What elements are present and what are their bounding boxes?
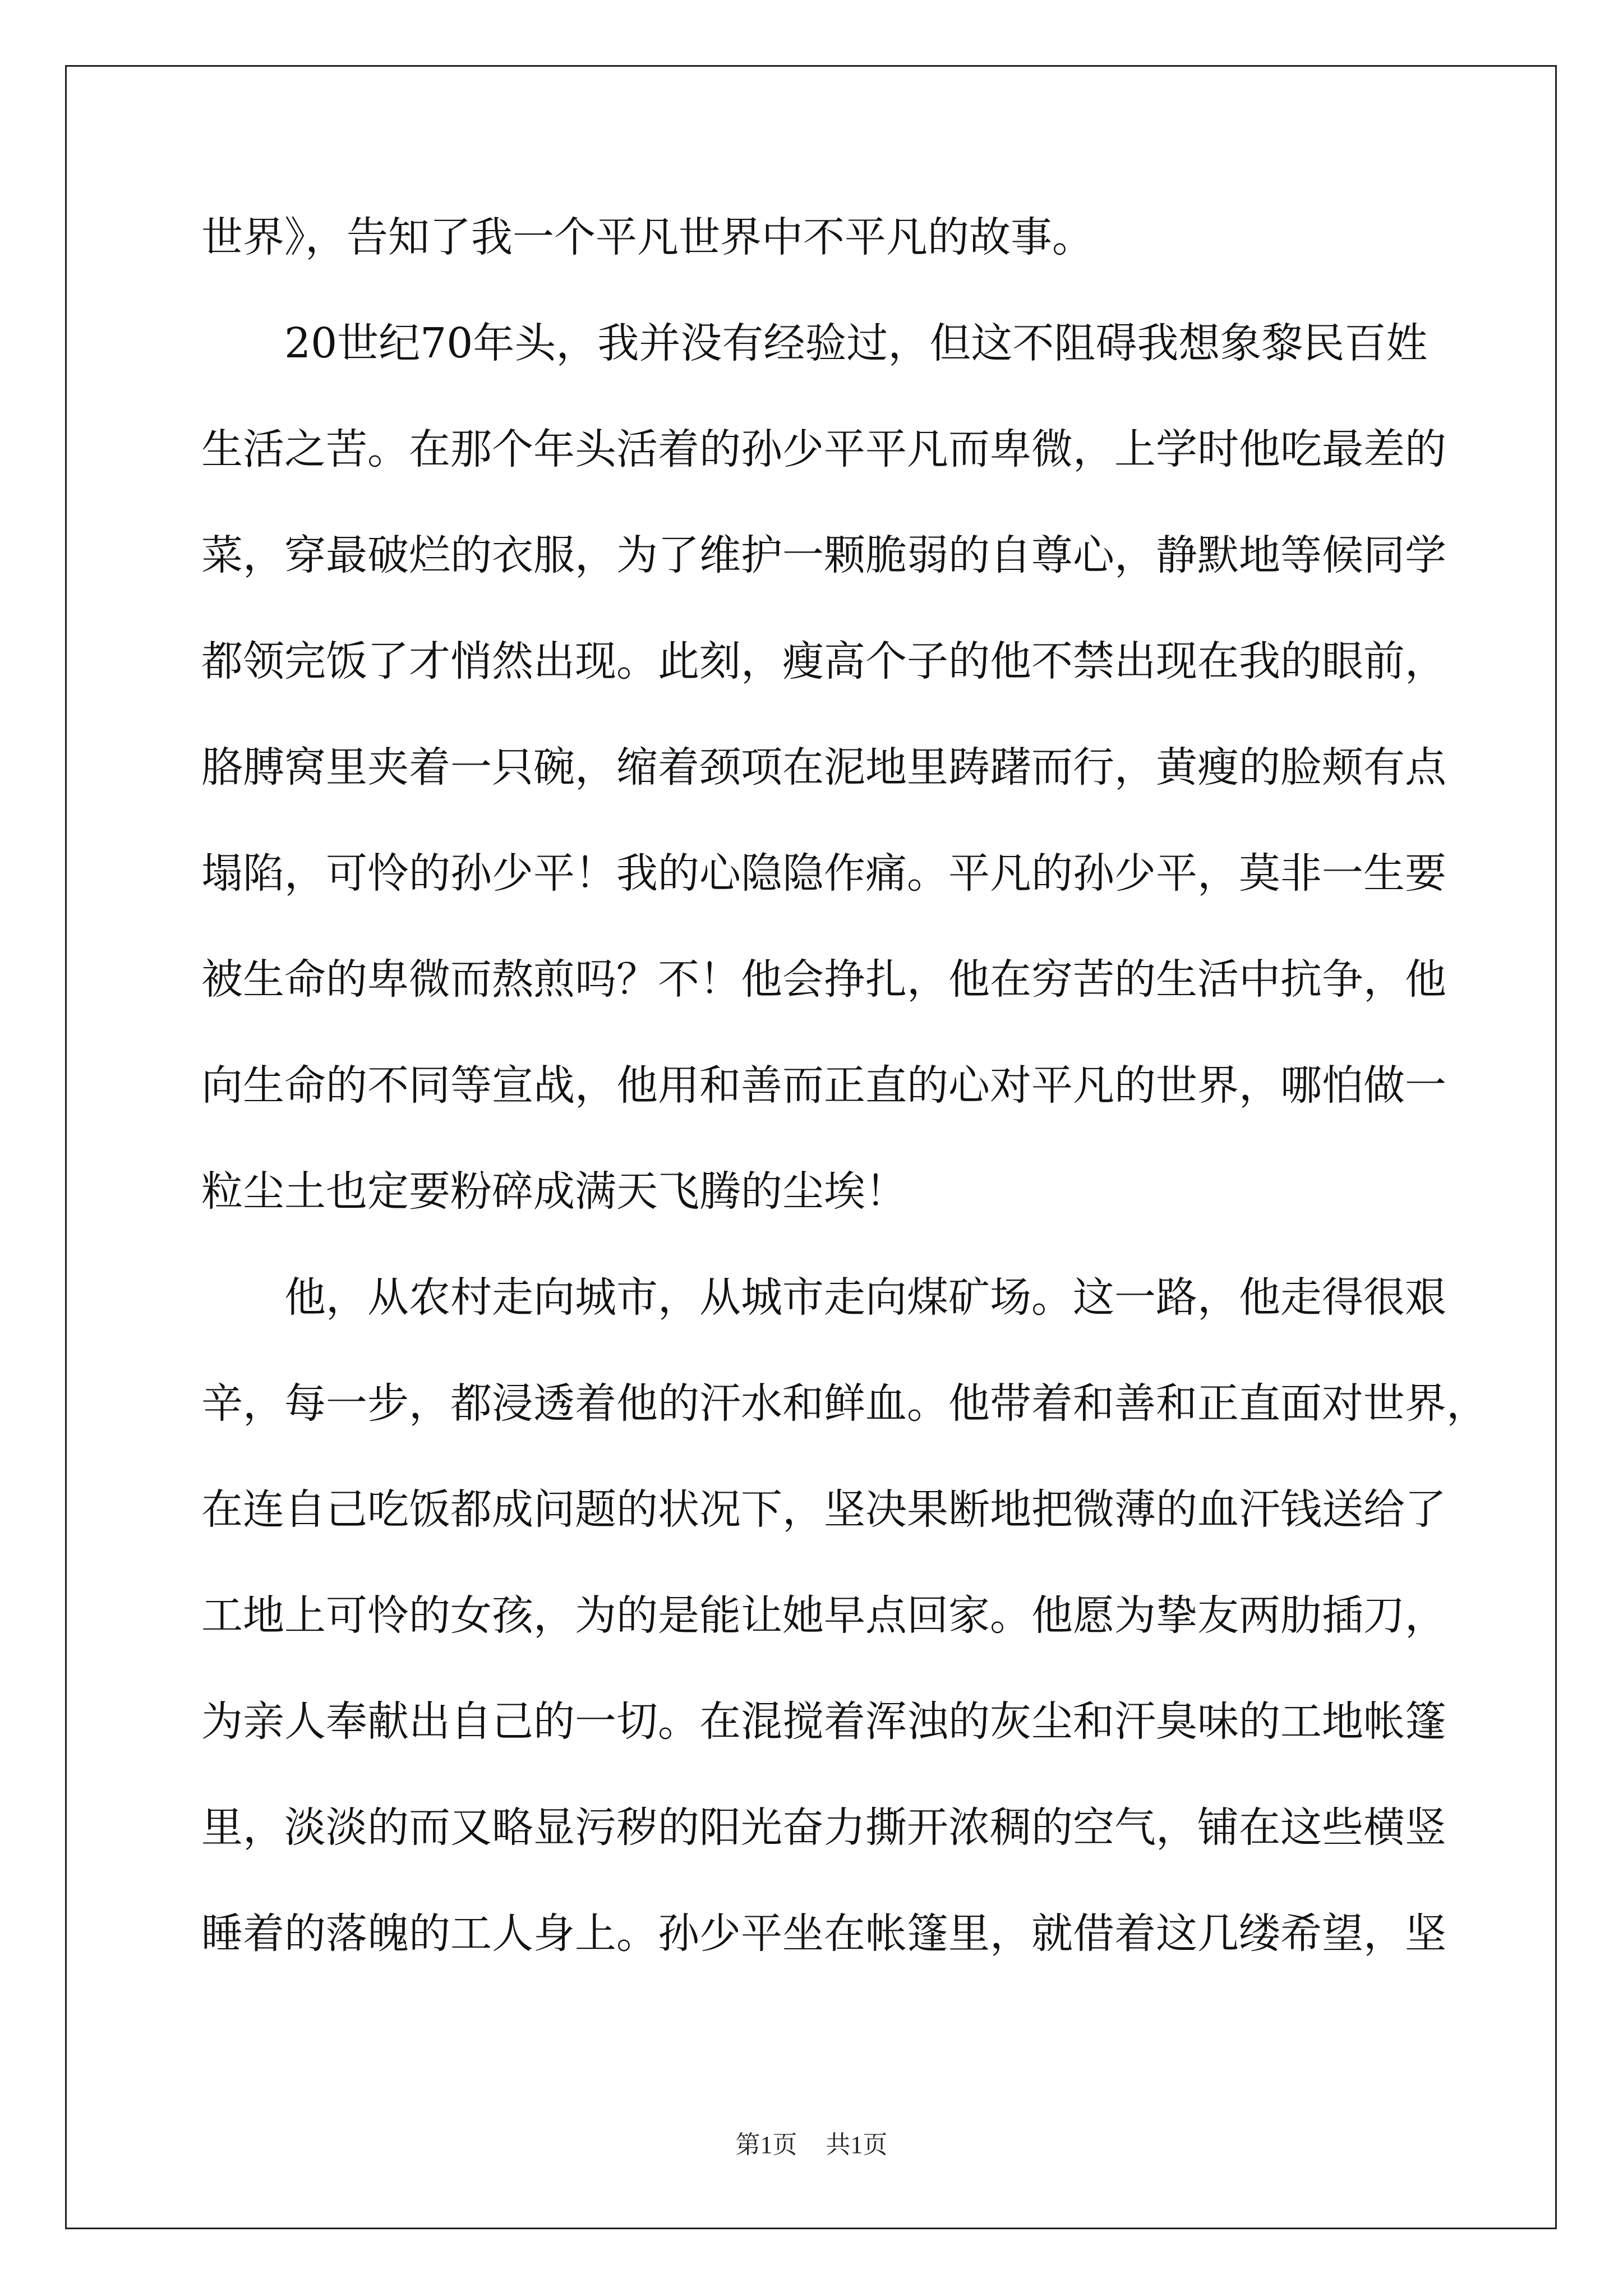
text-line: 他，从农村走向城市，从城市走向煤矿场。这一路，他走得很艰 [201,1273,1446,1322]
document-body [201,213,1488,2016]
text-line: 被生命的卑微而熬煎吗？不！他会挣扎，他在穷苦的生活中抗争，他 [201,955,1446,1004]
text-line: 为亲人奉献出自己的一切。在混搅着浑浊的灰尘和汗臭味的工地帐篷 [201,1697,1446,1746]
page-total: 共1页 [826,2131,888,2159]
text-line: 塌陷，可怜的孙少平！我的心隐隐作痛。平凡的孙少平，莫非一生要 [201,849,1446,898]
text-line: 向生命的不同等宣战，他用和善而正直的心对平凡的世界，哪怕做一 [201,1061,1446,1110]
text-line: 菜，穿最破烂的衣服，为了维护一颗脆弱的自尊心，静默地等候同学 [201,531,1446,579]
page-footer [0,2124,1623,2160]
text-line: 辛，每一步，都浸透着他的汗水和鲜血。他带着和善和正直面对世界， [201,1379,1488,1428]
text-line: 在连自己吃饭都成问题的状况下，坚决果断地把微薄的血汗钱送给了 [201,1485,1446,1534]
text-line: 世界》，告知了我一个平凡世界中不平凡的故事。 [201,213,1094,261]
text-line: 都领完饭了才悄然出现。此刻，瘦高个子的他不禁出现在我的眼前， [201,637,1446,685]
text-line: 胳膊窝里夹着一只碗，缩着颈项在泥地里踌躇而行，黄瘦的脸颊有点 [201,743,1446,792]
text-line: 工地上可怜的女孩，为的是能让她早点回家。他愿为挚友两肋插刀， [201,1591,1446,1640]
text-line: 20世纪70年头，我并没有经验过，但这不阻碍我想象黎民百姓 [201,319,1428,367]
text-line: 睡着的落魄的工人身上。孙少平坐在帐篷里，就借着这几缕希望，坚 [201,1910,1446,1958]
text-line: 粒尘土也定要粉碎成满天飞腾的尘埃！ [201,1167,907,1216]
text-line: 生活之苦。在那个年头活着的孙少平平凡而卑微，上学时他吃最差的 [201,425,1446,473]
page-number: 第1页 [735,2131,797,2159]
text-line: 里，淡淡的而又略显污秽的阳光奋力撕开浓稠的空气，铺在这些横竖 [201,1803,1446,1852]
